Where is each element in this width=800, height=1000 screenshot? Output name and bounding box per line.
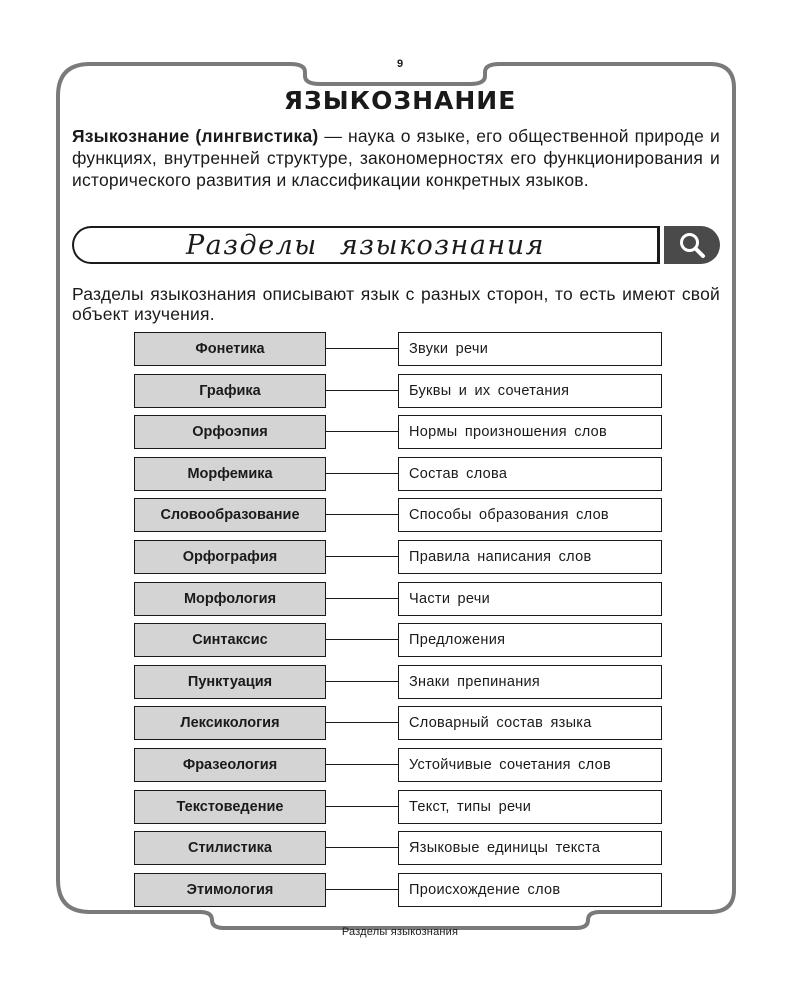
section-row	[0, 498, 800, 532]
connector-line	[326, 473, 398, 474]
section-row	[0, 540, 800, 574]
section-row	[0, 873, 800, 907]
section-heading: Разделы языкознания	[186, 229, 545, 261]
section-definition: Текст, типы речи	[398, 790, 662, 824]
connector-line	[326, 431, 398, 432]
section-row	[0, 748, 800, 782]
section-term: Орфоэпия	[134, 415, 326, 449]
section-term: Этимология	[134, 873, 326, 907]
section-term: Стилистика	[134, 831, 326, 865]
intro-paragraph	[72, 125, 720, 191]
connector-line	[326, 639, 398, 640]
connector-line	[326, 556, 398, 557]
search-tab	[664, 226, 720, 264]
section-term: Графика	[134, 374, 326, 408]
section-definition: Буквы и их сочетания	[398, 374, 662, 408]
section-definition: Языковые единицы текста	[398, 831, 662, 865]
description-paragraph: Разделы языкознания описывают язык с разных сторон, то есть имеют свой объект изучения.	[72, 284, 720, 324]
connector-line	[326, 764, 398, 765]
section-row	[0, 457, 800, 491]
connector-line	[326, 514, 398, 515]
connector-line	[326, 390, 398, 391]
section-term: Синтаксис	[134, 623, 326, 657]
section-row	[0, 374, 800, 408]
section-definition: Нормы произношения слов	[398, 415, 662, 449]
section-term: Фразеология	[134, 748, 326, 782]
page-title: ЯЗЫКОЗНАНИЕ	[283, 86, 517, 115]
section-definition: Правила написания слов	[398, 540, 662, 574]
connector-line	[326, 847, 398, 848]
magnifier-icon	[677, 230, 707, 260]
connector-line	[326, 722, 398, 723]
section-definition: Состав слова	[398, 457, 662, 491]
section-term: Пунктуация	[134, 665, 326, 699]
section-term: Орфография	[134, 540, 326, 574]
section-definition: Звуки речи	[398, 332, 662, 366]
intro-text: — наука о языке, его общественной природе и функциях, внутренней структуре, закономерностях его функционирования и исторического развития и классификации конкретных языков.	[72, 126, 720, 190]
section-banner	[72, 226, 660, 264]
section-row	[0, 582, 800, 616]
section-term: Морфемика	[134, 457, 326, 491]
connector-line	[326, 889, 398, 890]
connector-line	[326, 806, 398, 807]
section-term: Морфология	[134, 582, 326, 616]
section-definition: Способы образования слов	[398, 498, 662, 532]
section-row	[0, 790, 800, 824]
intro-term: Языкознание (лингвистика)	[72, 126, 319, 146]
section-term: Словообразование	[134, 498, 326, 532]
section-definition: Знаки препинания	[398, 665, 662, 699]
page-number: 9	[396, 58, 404, 70]
section-term: Лексикология	[134, 706, 326, 740]
section-row	[0, 665, 800, 699]
section-definition: Устойчивые сочетания слов	[398, 748, 662, 782]
page-footer: Разделы языкознания	[341, 926, 459, 938]
section-definition: Словарный состав языка	[398, 706, 662, 740]
section-term: Фонетика	[134, 332, 326, 366]
section-term: Текстоведение	[134, 790, 326, 824]
section-row	[0, 706, 800, 740]
section-row	[0, 415, 800, 449]
section-definition: Части речи	[398, 582, 662, 616]
connector-line	[326, 598, 398, 599]
connector-line	[326, 348, 398, 349]
section-row	[0, 332, 800, 366]
section-definition: Происхождение слов	[398, 873, 662, 907]
connector-line	[326, 681, 398, 682]
section-row	[0, 623, 800, 657]
section-definition: Предложения	[398, 623, 662, 657]
section-row	[0, 831, 800, 865]
